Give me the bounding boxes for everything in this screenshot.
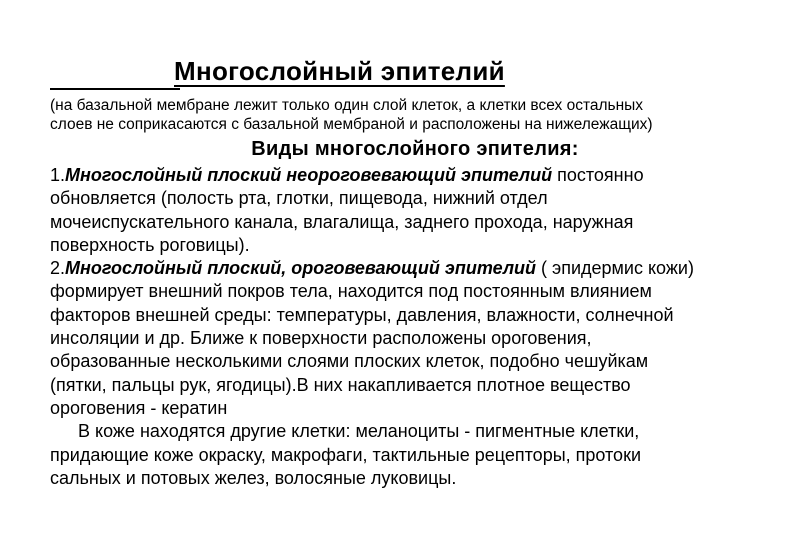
body-text [50,164,790,490]
subtitle-line: (на базальной мембране лежит только один слой клеток, а клетки всех остальных [50,97,644,114]
item2-term: Многослойный плоский, ороговевающий эпителий [65,258,537,279]
item2-line: формирует внешний покров тела, находится под постоянным влиянием [50,281,652,302]
paragraph3-line: сальных и потовых желез, волосяные луковицы. [50,467,457,488]
subtitle [50,96,780,134]
item2-first-line [50,257,790,280]
item1-line: мочеиспускательного канала, влагалища, заднего прохода, наружная [50,211,634,232]
item1-line: обновляется (полость рта, глотки, пищевода, нижний отдел [50,188,548,209]
item2-line: образованные несколькими слоями плоских клеток, подобно чешуйкам [50,351,649,372]
item1-number: 1. [50,165,66,185]
item1-first-line [50,164,790,187]
item2-line: факторов внешней среды: температуры, давления, влажности, солнечной [50,304,674,325]
item1-line: поверхность роговицы). [50,234,250,255]
paragraph3-line: придающие коже окраску, макрофаги, тактильные рецепторы, протоки [50,444,641,465]
title-row [50,56,770,96]
subtitle-line: слоев не соприкасаются с базальной мембраной и расположены на нижележащих) [50,116,653,133]
slide-title: Многослойный эпителий [174,56,505,86]
section-heading: Виды многослойного эпителия: [251,138,579,160]
item2-number: 2. [50,258,66,279]
paragraph3-line: В коже находятся другие клетки: меланоциты - пигментные клетки, [78,421,640,442]
title-leading-underline [50,88,180,90]
item1-rest: постоянно [552,165,644,185]
item2-rest: ( эпидермис кожи) [536,258,694,279]
item1-term: Многослойный плоский неороговевающий эпителий [65,165,553,185]
item2-line: ороговения - кератин [50,397,228,418]
item2-line: (пятки, пальцы рук, ягодицы).В них накапливается плотное вещество [50,374,631,395]
item2-line: инсоляции и др. Ближе к поверхности расположены ороговения, [50,328,592,349]
